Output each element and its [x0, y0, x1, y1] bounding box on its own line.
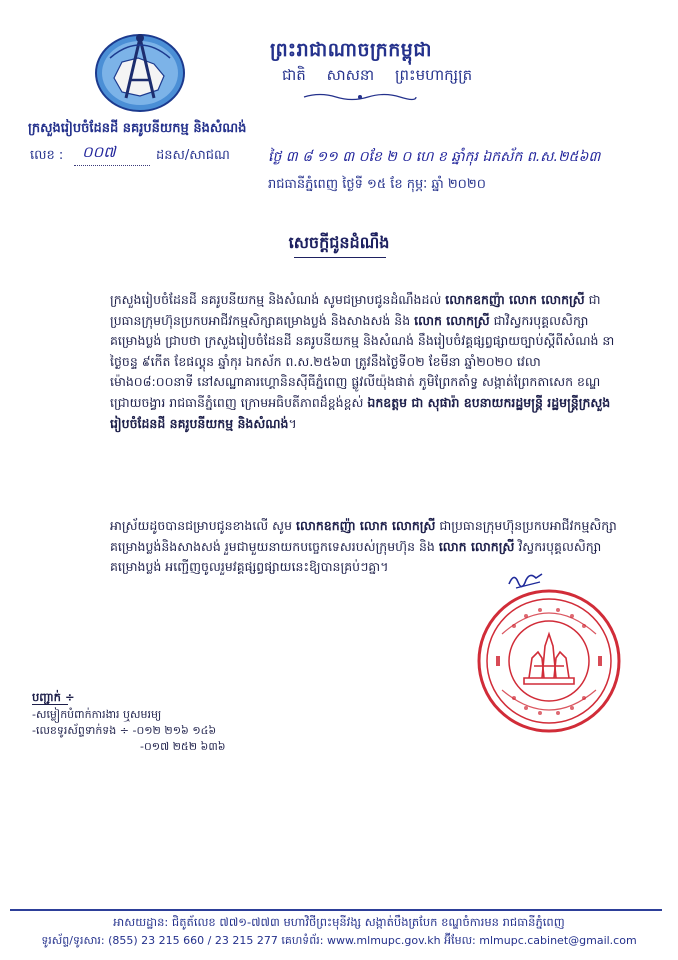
paragraph-text [62, 290, 618, 434]
footer-email-link[interactable]: mlmupc.cabinet@gmail.com [479, 934, 637, 947]
note-line-contact-phone: -លេខទូរស័ព្ទទាក់ទង ÷ -០១២ ២១៦ ១៤៦ [32, 724, 217, 737]
national-motto [282, 66, 472, 88]
reference-suffix: ដនស/សាជណ [156, 148, 230, 163]
text-run: ជាប្រធានក្រុមហ៊ុនប្រកបអាជីវកម្មសិក្សាគម្រោងប្លង់ និងសាងសង់ និង [110, 292, 601, 328]
lunar-date: ថ្ងៃ ៣ ៨ ១១ ៣ ០ខែ ២ ០ ហេ ខ ឆ្នាំកុរ ឯកស័ក ព.ស.២៥៦៣ [268, 149, 601, 165]
text-run-bold: លោក លោកស្រី [438, 538, 515, 554]
text-run: ជាវិស្វករបុគ្គលសិក្សាគម្រោងប្លង់ ជ្រាបថា ក្រសួងរៀបចំដែនដី នគរូបនីយកម្ម និងសំណង់ នឹងរៀបចំវគ្គផ្សព្វផ្សាយច្បាប់ស្តីពីសំណង់ នាថ្ងៃចន្ទ ៩កើត ខែផល្គុន ឆ្នាំកុរ ឯកស័ក ព.ស.២៥៦៣ ត្រូវនឹងថ្ងៃទី០២ ខែមីនា ឆ្នាំ២០២០ វេលាម៉ោង០៨:០០នាទី នៅសណ្ឋាគារហ្គោនិនស៊ីធីភ្នំពេញ ផ្លូវលីយ៉ុងផាត់ ភូមិព្រែកតាំទ្វ សង្កាត់ព្រែកតាសេក ខណ្ឌជ្រោយចង្វារ រាជធានីភ្នំពេញ ក្រោមអធិបតីភាពដ៏ខ្ពង់ខ្ពស់ [110, 312, 615, 410]
official-seal-icon [474, 586, 624, 736]
note-line-dress-code: -សម្លៀកបំពាក់ការងារ ឬសមរម្យ [32, 708, 162, 721]
solar-date: រាជធានីភ្នំពេញ ថ្ងៃទី ១៥ ខែ កុម្ភៈ ឆ្នាំ ២០២០ [268, 177, 486, 192]
text-run-bold: លោក លោកស្រី [414, 312, 490, 328]
note-label: បញ្ជាក់ ÷ [32, 690, 75, 704]
document-title: សេចក្តីជូនដំណឹង [288, 233, 390, 252]
text-run: ។ [288, 415, 297, 431]
title-underline [294, 257, 386, 258]
footer-divider [10, 909, 662, 911]
footer-address: អាសយដ្ឋាន: ជិតូត័លេខ ៧៧១-៧៧៣ មហាវិថីព្រះមុនីវង្ស សង្កាត់បឹងត្របែក ខណ្ឌចំការមន រាជធានីភ្នំពេញ [113, 915, 565, 929]
body-paragraph-1 [62, 290, 618, 434]
text-run-bold: ឯកឧត្តម ជា សុផារ៉ា ឧបនាយករដ្ឋមន្ត្រី រដ្ឋមន្ត្រីក្រសួងរៀបចំដែនដី នគរូបនីយកម្ម និងសំណង់ [110, 394, 611, 431]
motto-ornament-divider [300, 92, 420, 102]
motto-king: ព្រះមហាក្សត្រ [394, 66, 473, 84]
footer-contact [0, 934, 678, 950]
footer-email-label: អ៊ីមែល: [444, 934, 476, 947]
footer-website-link[interactable]: www.mlmupc.gov.kh [326, 934, 441, 947]
note-label-underline [32, 704, 68, 705]
reference-label: លេខ : [30, 148, 64, 163]
text-run: អាស្រ័យដូចបានជម្រាបជូនខាងលើ សូម [110, 518, 296, 533]
text-run-bold: លោកឧកញ៉ា លោក លោកស្រី [296, 518, 436, 533]
footer-phone: ទូរស័ព្ទ/ទូរសារ: (855) 23 215 660 / 23 215 277 [41, 934, 278, 947]
motto-religion: សាសនា [326, 66, 375, 84]
text-run-bold: លោកឧកញ៉ា លោក លោកស្រី [445, 292, 585, 307]
reference-number: ០០៧ [82, 143, 116, 161]
motto-nation: ជាតិ [282, 66, 306, 84]
footer-website-label: គេហទំព័រ: [281, 934, 324, 947]
ministry-logo-icon [92, 28, 188, 114]
reference-number-underline [74, 164, 150, 166]
text-run: វិស្វករបុគ្គលសិក្សាគម្រោងប្លង់ អញ្ជើញចូលរួមវគ្គផ្សព្វផ្សាយនេះឱ្យបានគ្រប់ៗគ្នា។ [110, 538, 602, 575]
note-line-contact-phone-2: -០១៧ ២៥២ ៦៣៦ [140, 740, 226, 753]
kingdom-header: ព្រះរាជាណាចក្រកម្ពុជា [270, 39, 432, 61]
ministry-name: ក្រសួងរៀបចំដែនដី នគរូបនីយកម្ម និងសំណង់ [28, 121, 247, 136]
text-run: ក្រសួងរៀបចំដែនដី នគរូបនីយកម្ម និងសំណង់ សូមជម្រាបជូនដំណឹងដល់ [110, 292, 446, 307]
text-run: ជាប្រធានក្រុមហ៊ុនប្រកបអាជីវកម្មសិក្សាគម្រោងប្លង់និងសាងសង់ រួមជាមួយនាយកបច្ចេកទេសរបស់ក្រុមហ៊ុន និង [110, 518, 617, 554]
